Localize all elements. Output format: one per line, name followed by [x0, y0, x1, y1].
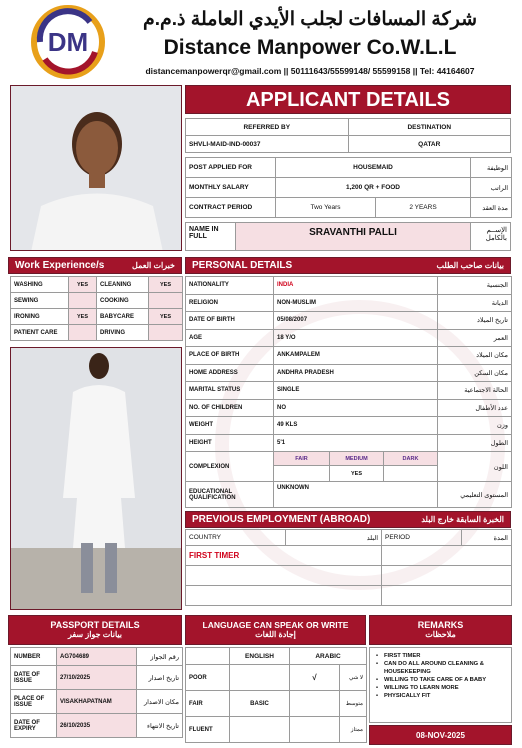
work-skill-value: YES: [69, 309, 97, 325]
applicant-full-body-photo: [10, 347, 182, 610]
previous-employment-row-2: [186, 566, 382, 586]
work-skill-value: [69, 293, 97, 309]
company-logo: [30, 4, 106, 80]
personal-ar: الطول: [438, 434, 512, 452]
personal-label: HOME ADDRESS: [186, 364, 274, 382]
passport-title-ar: بيانات جواز سفر: [67, 630, 123, 639]
passport-label: PLACE OF ISSUE: [11, 690, 57, 714]
language-english-value: [230, 665, 290, 691]
personal-details-table: [185, 276, 511, 508]
personal-label: NATIONALITY: [186, 277, 274, 295]
bullet-icon: •: [376, 685, 379, 691]
language-level-ar: متوسط: [340, 691, 367, 717]
personal-value: 5'1: [274, 434, 438, 452]
work-row: [11, 325, 183, 341]
remark-item: [376, 676, 505, 684]
personal-ar: العمر: [438, 329, 512, 347]
passport-value: 27/10/2025: [57, 666, 137, 690]
complexion-option: DARK: [384, 452, 438, 466]
remarks-box: [369, 647, 512, 723]
work-skill-value: [69, 325, 97, 341]
personal-details-title: PERSONAL DETAILS: [192, 260, 293, 271]
remarks-title: REMARKS: [417, 620, 464, 630]
language-level-label: POOR: [186, 665, 230, 691]
remarks-header: [369, 615, 512, 645]
personal-label: WEIGHT: [186, 417, 274, 435]
salary-ar: الراتب: [471, 178, 512, 198]
post-value: HOUSEMAID: [276, 158, 471, 178]
language-english-value: BASIC: [230, 691, 290, 717]
education-value: UNKNOWN: [274, 482, 438, 508]
referred-by-value: SHVLI-MAID-IND-00037: [186, 136, 349, 153]
remark-text: FIRST TIMER: [384, 653, 421, 659]
passport-ar: رقم الجواز: [137, 648, 183, 666]
language-english-value: [230, 717, 290, 743]
applicant-portrait-photo: [10, 85, 182, 251]
applicant-name: SRAVANTHI PALLI: [236, 223, 470, 250]
language-row: [186, 691, 367, 717]
language-title: LANGUAGE CAN SPEAK OR WRITE: [202, 620, 349, 630]
work-row: [11, 277, 183, 293]
period-ar: المدة: [462, 530, 512, 546]
language-arabic-value: [290, 691, 340, 717]
personal-ar: مكان السكن: [438, 364, 512, 382]
education-row: [186, 482, 512, 508]
country-label: COUNTRY: [186, 530, 286, 546]
remark-text: WILLING TO LEARN MORE: [384, 685, 459, 691]
remarks-title-ar: ملاحظات: [425, 630, 456, 639]
previous-employment-title-ar: الخبرة السابقة خارج البلد: [421, 515, 504, 524]
personal-ar: مكان الميلاد: [438, 347, 512, 365]
personal-row: [186, 347, 512, 365]
personal-value: INDIA: [274, 277, 438, 295]
complexion-mark: YES: [330, 466, 384, 482]
passport-value: AG704689: [57, 648, 137, 666]
complexion-mark-dark: [384, 466, 438, 482]
work-experience-header: [8, 257, 182, 274]
complexion-option: FAIR: [274, 452, 330, 466]
complexion-label: COMPLEXION: [186, 452, 274, 482]
language-row: [186, 665, 367, 691]
personal-value: NO: [274, 399, 438, 417]
remark-item: [376, 684, 505, 692]
passport-label: DATE OF EXPIRY: [11, 714, 57, 738]
work-skill-value: YES: [149, 277, 183, 293]
personal-value: 49 KLS: [274, 417, 438, 435]
passport-ar: مكان الاصدار: [137, 690, 183, 714]
passport-ar: تاريخ الانتهاء: [137, 714, 183, 738]
previous-employment-period-2: [382, 566, 512, 586]
remark-item: [376, 652, 505, 660]
passport-label: DATE OF ISSUE: [11, 666, 57, 690]
passport-value: VISAKHAPATNAM: [57, 690, 137, 714]
personal-row: [186, 329, 512, 347]
name-row: [185, 222, 511, 251]
contract-ar: مدة العقد: [471, 198, 512, 218]
previous-employment-row-1: FIRST TIMER: [186, 546, 382, 566]
passport-ar: تاريخ اصدار: [137, 666, 183, 690]
passport-value: 26/10/2035: [57, 714, 137, 738]
referral-table: [185, 118, 511, 153]
destination-value: QATAR: [348, 136, 511, 153]
passport-table: [10, 647, 182, 738]
passport-row: [11, 714, 183, 738]
passport-title: PASSPORT DETAILS: [50, 620, 140, 630]
work-skill-label: COOKING: [97, 293, 149, 309]
personal-label: HEIGHT: [186, 434, 274, 452]
personal-row: [186, 294, 512, 312]
personal-label: DATE OF BIRTH: [186, 312, 274, 330]
work-skill-label: IRONING: [11, 309, 69, 325]
personal-label: PLACE OF BIRTH: [186, 347, 274, 365]
bullet-icon: •: [376, 661, 379, 667]
page-title: APPLICANT DETAILS: [185, 85, 511, 114]
previous-employment-period-1: [382, 546, 512, 566]
remark-text: CAN DO ALL AROUND CLEANING & HOUSEKEEPING: [384, 661, 484, 675]
remarks-list: [376, 652, 505, 700]
work-row: [11, 293, 183, 309]
country-ar: البلد: [286, 530, 382, 546]
work-skill-value: YES: [149, 309, 183, 325]
education-ar: المستوى التعليمي: [438, 482, 512, 508]
personal-row: [186, 399, 512, 417]
bullet-icon: •: [376, 677, 379, 683]
document-date: 08-NOV-2025: [369, 725, 512, 745]
passport-row: [11, 666, 183, 690]
personal-details-title-ar: بيانات صاحب الطلب: [436, 261, 504, 270]
logo-text: DM: [47, 27, 89, 57]
bullet-icon: •: [376, 653, 379, 659]
personal-value: 18 Y/O: [274, 329, 438, 347]
name-label: NAME IN FULL: [186, 223, 236, 250]
personal-ar: الحالة الاجتماعية: [438, 382, 512, 400]
work-skill-label: WASHING: [11, 277, 69, 293]
personal-value: NON-MUSLIM: [274, 294, 438, 312]
personal-label: RELIGION: [186, 294, 274, 312]
passport-label: NUMBER: [11, 648, 57, 666]
language-col-english: ENGLISH: [230, 648, 290, 665]
work-skill-label: PATIENT CARE: [11, 325, 69, 341]
complexion-option: MEDIUM: [330, 452, 384, 466]
destination-label: DESTINATION: [348, 119, 511, 136]
work-skill-label: DRIVING: [97, 325, 149, 341]
period-label: PERIOD: [382, 530, 462, 546]
work-experience-title: Work Experience/s: [15, 260, 105, 271]
contract-value2: 2 YEARS: [376, 198, 471, 218]
personal-ar: الديانة: [438, 294, 512, 312]
remark-item: [376, 692, 505, 700]
post-label: POST APPLIED FOR: [186, 158, 276, 178]
language-arabic-value: [290, 717, 340, 743]
language-corner: [186, 648, 230, 665]
work-skill-value: [149, 325, 183, 341]
complexion-row: [186, 452, 512, 466]
language-header: [185, 615, 366, 645]
language-level-label: FLUENT: [186, 717, 230, 743]
previous-employment-row-3: [186, 586, 382, 606]
passport-details-header: [8, 615, 182, 645]
education-label: EDUCATIONAL QUALIFICATION: [186, 482, 274, 508]
company-name-en: Distance Manpower Co.W.L.L: [163, 36, 457, 59]
remark-text: PHYSICALLY FIT: [384, 693, 431, 699]
personal-value: ANKAMPALEM: [274, 347, 438, 365]
passport-row: [11, 690, 183, 714]
salary-value: 1,200 QR + FOOD: [276, 178, 471, 198]
personal-label: AGE: [186, 329, 274, 347]
work-skill-label: SEWING: [11, 293, 69, 309]
previous-employment-table: [185, 529, 511, 606]
salary-label: MONTHLY SALARY: [186, 178, 276, 198]
personal-ar: تاريخ الميلاد: [438, 312, 512, 330]
personal-label: NO. OF CHILDREN: [186, 399, 274, 417]
work-skill-value: YES: [69, 277, 97, 293]
personal-ar: عدد الأطفال: [438, 399, 512, 417]
name-ar: الإســم بالكامل: [470, 223, 510, 250]
language-level-ar: لا شي: [340, 665, 367, 691]
company-name-ar: شركة المسافات لجلب الأيدي العاملة ذ.م.م: [142, 9, 478, 30]
complexion-mark-fair: [274, 466, 330, 482]
language-level-ar: ممتاز: [340, 717, 367, 743]
personal-row: [186, 417, 512, 435]
work-skill-value: [149, 293, 183, 309]
work-skill-label: BABYCARE: [97, 309, 149, 325]
personal-row: [186, 434, 512, 452]
work-experience-table: [10, 276, 182, 341]
work-experience-title-ar: خبرات العمل: [132, 261, 175, 270]
complexion-ar: اللون: [438, 452, 512, 482]
language-col-arabic: ARABIC: [290, 648, 367, 665]
referred-by-label: REFERRED BY: [186, 119, 349, 136]
personal-ar: وزن: [438, 417, 512, 435]
language-title-ar: إجادة اللغات: [255, 630, 296, 639]
remark-item: [376, 660, 505, 676]
company-contact: distancemanpowerqr@gmail.com || 50111643/55599148/ 55599158 || Tel: 44164607: [145, 66, 475, 76]
personal-row: [186, 277, 512, 295]
remark-text: WILLING TO TAKE CARE OF A BABY: [384, 677, 487, 683]
personal-value: SINGLE: [274, 382, 438, 400]
language-arabic-value: √: [290, 665, 340, 691]
previous-employment-period-3: [382, 586, 512, 606]
personal-ar: الجنسية: [438, 277, 512, 295]
contract-value: Two Years: [276, 198, 376, 218]
personal-row: [186, 382, 512, 400]
contract-label: CONTRACT PERIOD: [186, 198, 276, 218]
personal-details-header: [185, 257, 511, 274]
post-ar: الوظيفة: [471, 158, 512, 178]
work-row: [11, 309, 183, 325]
job-table: [185, 157, 511, 218]
previous-employment-header: [185, 511, 511, 528]
personal-value: 05/08/2007: [274, 312, 438, 330]
previous-employment-title: PREVIOUS EMPLOYMENT (ABROAD): [192, 514, 371, 525]
personal-row: [186, 312, 512, 330]
language-row: [186, 717, 367, 743]
work-skill-label: CLEANING: [97, 277, 149, 293]
personal-label: MARITAL STATUS: [186, 382, 274, 400]
personal-value: ANDHRA PRADESH: [274, 364, 438, 382]
language-level-label: FAIR: [186, 691, 230, 717]
language-table: [185, 647, 366, 743]
personal-row: [186, 364, 512, 382]
bullet-icon: •: [376, 693, 379, 699]
passport-row: [11, 648, 183, 666]
